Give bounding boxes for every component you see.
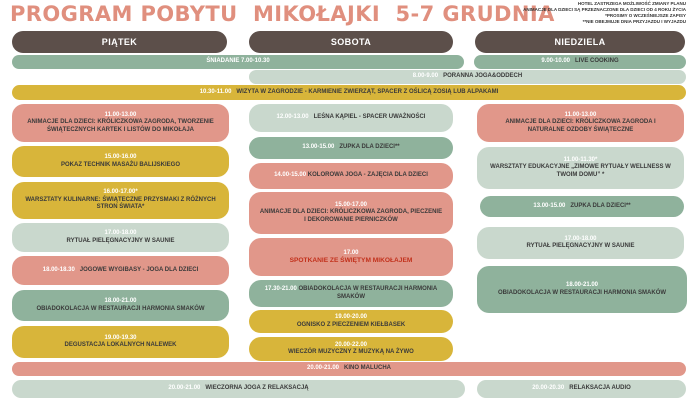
event-title: RYTUAŁ PIELĘGNACYJNY W SAUNIE (526, 243, 635, 249)
event-sunday-zupka (480, 196, 684, 217)
event-time: 13.00-15.00 (302, 144, 335, 151)
event-title: WARSZTATY EDUKACYJNE „ZIMOWE RYTUAŁY WELLNESS W TWOIM DOMU” * (490, 164, 671, 178)
event-time: 17.00 (343, 249, 359, 256)
event-title: KINO MALUCHA (344, 365, 392, 372)
event-friday-rytual (12, 223, 229, 252)
event-title: OBIADOKOLACJA W RESTAURACJI HARMONIA SMAKÓW (298, 286, 438, 300)
event-saturday-joga (249, 163, 453, 189)
note-kids-age: ANIMACJE DLA DZIECI SĄ PRZEZNACZONE DLA DZIECI OD 4 ROKU ŻYCIA (523, 7, 686, 12)
event-time: 20.00-21.00 (168, 385, 201, 392)
event-time: 12.00-13.00 (276, 114, 309, 121)
event-sunday-warsztaty (477, 147, 684, 189)
event-time: 20.00-21.00 (306, 365, 340, 372)
event-saturday-wieczor (249, 337, 453, 361)
event-title: WIECZÓR MUZYCZNY Z MUZYKĄ NA ŻYWO (288, 349, 414, 355)
event-title: LIVE COOKING (575, 58, 619, 65)
event-saturday-mikolaj (249, 238, 453, 276)
event-title: ZUPKA DLA DZIECI** (339, 144, 400, 151)
event-title: POKAZ TECHNIK MASAŻU BALIJSKIEGO (60, 161, 180, 168)
event-sunday-rytual (477, 227, 684, 259)
event-title: OGNISKO Z PIECZENIEM KIEŁBASEK (296, 321, 406, 328)
event-time: 15.00-16.00 (104, 154, 137, 161)
event-title: WIZYTA W ZAGRODZIE - KARMIENIE ZWIERZĄT, SPACER Z OŚLICĄ ZOSIĄ LUB ALPAKAMI (236, 88, 499, 95)
event-time: 20.00-20.30 (532, 385, 565, 392)
event-title: WIECZORNA JOGA Z RELAKSACJĄ (205, 385, 309, 392)
event-title: RELAKSACJA AUDIO (569, 385, 631, 392)
event-relaksacja-audio (477, 380, 686, 398)
event-title: OBIADOKOLACJA W RESTAURACJI HARMONIA SMAKÓW (497, 289, 667, 296)
event-kino-malucha (12, 362, 686, 376)
event-title: SPOTKANIE ZE ŚWIĘTYM MIKOŁAJEM (289, 257, 413, 264)
event-joga-relaksacja (12, 380, 465, 398)
event-friday-obiadokolacja (12, 290, 229, 321)
event-sniadanie (12, 55, 464, 69)
event-live-cooking (474, 55, 686, 69)
event-time: 11.00-13.00 (104, 111, 137, 118)
event-title: OBIADOKOLACJA W RESTAURACJI HARMONIA SMAKÓW (36, 305, 205, 312)
event-saturday-obiadokolacja (249, 280, 453, 307)
event-title: ANIMACJE DLA DZIECI: KRÓLICZKOWA ZAGRODA, PIECZENIE I DEKOROWANIE PIERNICZKÓW (259, 209, 443, 223)
event-time: 17.30-21.00 (264, 286, 297, 293)
event-time: 13.00-15.00 (533, 202, 566, 209)
event-friday-masaz (12, 146, 229, 177)
event-title: PORANNA JOGA&ODDECH (443, 73, 523, 80)
event-time: 16.00-17.00* (103, 189, 138, 196)
event-title: ANIMACJE DLA DZIECI: KRÓLICZKOWA ZAGRODA, TWORZENIE ŚWIĄTECZNYCH KARTEK I LISTÓW DO MIKOŁAJA (27, 119, 214, 133)
event-joga-oddech (249, 70, 686, 84)
event-time: 20.00-22.00 (334, 341, 368, 348)
event-time: 11.00-11.30* (563, 156, 598, 163)
event-time: 18.00-18.30 (42, 266, 75, 273)
page-title: PROGRAM POBYTU MIKOŁAJKI 5-7 GRUDNIA (10, 2, 555, 26)
event-time: 18.00-21.00 (104, 298, 137, 305)
event-sunday-animacje (477, 104, 684, 142)
event-friday-jogowe (12, 256, 229, 285)
event-sunday-obiadokolacja (477, 266, 687, 313)
day-header-sunday: NIEDZIELA (475, 31, 685, 53)
event-time: 19.00-19.30 (104, 334, 137, 341)
event-title: LEŚNA KĄPIEL - SPACER UWAŻNOŚCI (313, 114, 426, 121)
event-time: 11.00-13.00 (564, 111, 597, 118)
event-time: 14.00-15.00 (274, 172, 307, 179)
note-plan-change: HOTEL ZASTRZEGA MOŻLIWOŚĆ ZMIANY PLANU (577, 1, 686, 6)
note-signup: *PROSIMY O WCZEŚNIEJSZE ZAPISY (605, 13, 686, 18)
event-saturday-zupka (249, 137, 453, 159)
event-friday-warsztaty (12, 182, 229, 219)
event-time: 18.00-21.00 (565, 282, 599, 289)
event-saturday-animacje (249, 192, 453, 234)
event-time: 10.30-11.00 (199, 88, 232, 95)
event-saturday-kapiel (249, 104, 453, 132)
event-title: ZUPKA DLA DZIECI** (570, 202, 631, 209)
event-title: RYTUAŁ PIELĘGNACYJNY W SAUNIE (66, 237, 175, 244)
event-friday-degustacja (12, 326, 229, 358)
event-time: 19.00-20.00 (334, 314, 368, 321)
event-time: 17.00-18.00 (564, 235, 597, 242)
event-title: WARSZTATY KULINARNE: ŚWIĄTECZNE PRZYSMAKI Z RÓŻNYCH STRON ŚWIATA* (25, 196, 216, 211)
event-friday-animacje (12, 104, 229, 142)
event-saturday-ognisko (249, 310, 453, 333)
event-title: DEGUSTACJA LOKALNYCH NALEWEK (64, 342, 177, 348)
event-title: JOGOWE WYGIBASY - JOGA DLA DZIECI (79, 266, 199, 273)
event-title: ANIMACJE DLA DZIECI: KRÓLICZKOWA ZAGRODA I NATURALNE OZDOBY ŚWIĄTECZNE (505, 119, 656, 133)
event-time: ŚNIADANIE 7.00-10.30 (206, 58, 270, 65)
day-header-saturday: SOBOTA (249, 31, 453, 53)
event-title: KOLOROWA JOGA - ZAJĘCIA DLA DZIECI (307, 172, 428, 179)
event-time: 8.00-9.00 (412, 73, 439, 80)
event-time: 15.00-17.00 (334, 201, 368, 208)
note-arrival-departure: **NIE OBEJMUJE DNIA PRZYJAZDU I WYJAZDU (582, 19, 686, 24)
event-time: 17.00-18.00 (104, 230, 137, 237)
event-time: 9.00-10.00 (541, 58, 571, 65)
day-header-friday: PIĄTEK (12, 31, 227, 53)
event-wizyta-zagroda (12, 85, 686, 100)
